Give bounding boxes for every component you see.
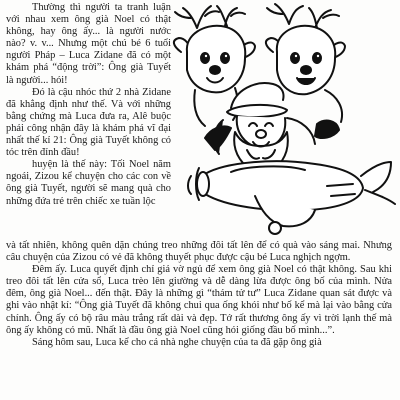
airplane xyxy=(188,161,395,234)
full-width-text xyxy=(6,240,392,349)
paragraph-morning: Sáng hôm sau, Luca kể cho cả nhà nghe chuyện của ta đã gặp ông già xyxy=(32,336,322,348)
right-reindeer xyxy=(266,4,345,122)
paragraph-intro: Thường thì người ta tranh luận với nhau xem ông già Noel có thật không, hay ông ấy... là người nước nào? v. v... Nhưng một chú bé 6 tuổi người Pháp – Luca Zidane đã có một khám phá “động trời”: Ông già Tuyết là người... hói! xyxy=(6,2,171,86)
paragraph-discovery: Đó là cậu nhóc thứ 2 nhà Zidane đã khẳng định như thế. Và với những bằng chứng mà Luca đưa ra, Alê buộc phải công nhận đây là khám phá vĩ đại nhất thế kỉ 21: Ông già Tuyết không có tóc trên đỉnh đầu! xyxy=(6,86,171,159)
paragraph-story-start: huyện là thế này: Tối Noel năm ngoái, Zizou kể chuyện cho các con về ông già Tuyết, người sẽ mang quà cho những đứa trẻ trên chiếc xe tuần lộc xyxy=(6,159,171,207)
reindeer-santa-airplane-illustration xyxy=(165,0,400,240)
santa-claus xyxy=(205,83,339,172)
left-column-text xyxy=(6,2,171,208)
paragraph-night: Đêm ấy. Luca quyết định chỉ giả vờ ngủ để xem ông già Noel có thật không. Sau khi treo đôi tất lên cửa sổ, Luca trèo lên giường và dễ dàng lừa được ông bố của mình. Nửa đêm, ông già Noel... đến thật. Đây là những gì “thám tử tư” Luca Zidane quan sát được và ghi vào nhật kí: “Ông già Tuyết đã không chui qua ống khói như bố kể mà lại vào bằng cửa chính. Ông ấy có bộ râu màu trắng rất dài và đẹp. Tớ rất thương ông ấy vì trời lạnh thế mà ông ấy không có mũ. Nhất là đầu ông già Noel cũng hói giống đầu bố mình...”. xyxy=(6,264,392,336)
paragraph-continuation: và tất nhiên, không quên dặn chúng treo những đôi tất lên để có quà vào sáng mai. Nhưng câu chuyện của Zizou có vẻ đã không thuyết phục được cậu bé Luca nghịch ngợm. xyxy=(6,240,392,264)
